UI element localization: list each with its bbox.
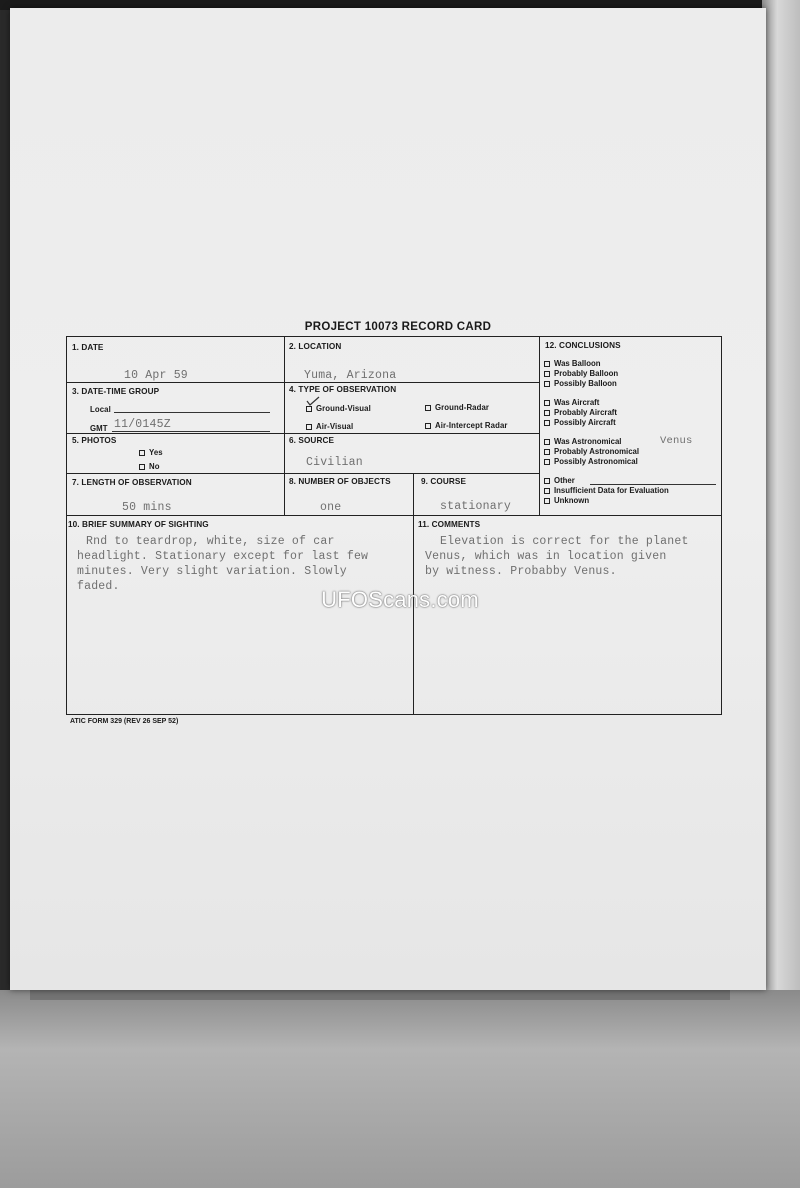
summary-line: minutes. Very slight variation. Slowly bbox=[77, 565, 347, 578]
conclusion-item: Was Astronomical bbox=[544, 437, 621, 446]
summary-label: 10. BRIEF SUMMARY OF SIGHTING bbox=[68, 520, 209, 529]
date-value: 10 Apr 59 bbox=[124, 369, 188, 382]
divider bbox=[66, 433, 540, 434]
checkbox-icon bbox=[544, 361, 550, 367]
conclusion-item: Was Balloon bbox=[544, 359, 601, 368]
length-label: 7. LENGTH OF OBSERVATION bbox=[72, 478, 192, 487]
summary-line: faded. bbox=[77, 580, 120, 593]
conclusion-item: Possibly Astronomical bbox=[544, 457, 638, 466]
conclusion-item: Probably Astronomical bbox=[544, 447, 639, 456]
location-label: 2. LOCATION bbox=[289, 342, 342, 351]
conclusion-item: Was Aircraft bbox=[544, 398, 599, 407]
divider bbox=[66, 473, 540, 474]
divider bbox=[66, 515, 722, 516]
conclusion-item: Possibly Balloon bbox=[544, 379, 617, 388]
watermark: UFOScans.com bbox=[321, 587, 479, 612]
option-air-visual: Air-Visual bbox=[306, 422, 353, 431]
checkbox-icon bbox=[544, 488, 550, 494]
form-id: ATIC FORM 329 (REV 26 SEP 52) bbox=[70, 718, 179, 725]
option-ground-visual: Ground-Visual bbox=[306, 404, 371, 413]
objects-value: one bbox=[320, 501, 342, 514]
gmt-label: GMT bbox=[90, 424, 108, 433]
option-air-intercept-radar: Air-Intercept Radar bbox=[425, 421, 508, 430]
checkbox-icon bbox=[544, 410, 550, 416]
checkbox-icon bbox=[544, 498, 550, 504]
source-label: 6. SOURCE bbox=[289, 436, 335, 445]
comments-line: Elevation is correct for the planet bbox=[440, 535, 689, 548]
length-value: 50 mins bbox=[122, 501, 172, 514]
local-line bbox=[114, 412, 270, 413]
astro-note: Venus bbox=[660, 435, 693, 447]
conclusion-item: Probably Balloon bbox=[544, 369, 618, 378]
date-label: 1. DATE bbox=[72, 343, 104, 352]
divider bbox=[539, 337, 540, 515]
location-value: Yuma, Arizona bbox=[304, 369, 397, 382]
objects-label: 8. NUMBER OF OBJECTS bbox=[289, 477, 391, 486]
conclusion-item: Probably Aircraft bbox=[544, 408, 617, 417]
conclusion-item: Unknown bbox=[544, 496, 589, 505]
checkbox-icon bbox=[544, 439, 550, 445]
option-ground-radar: Ground-Radar bbox=[425, 403, 489, 412]
observation-type-label: 4. TYPE OF OBSERVATION bbox=[289, 385, 397, 394]
checkbox-icon bbox=[544, 449, 550, 455]
datetime-label: 3. DATE-TIME GROUP bbox=[72, 387, 160, 396]
checkbox-icon bbox=[306, 406, 312, 412]
checkbox-icon bbox=[425, 423, 431, 429]
divider bbox=[284, 337, 285, 515]
course-value: stationary bbox=[440, 500, 512, 513]
checkbox-icon bbox=[544, 420, 550, 426]
photos-no: No bbox=[139, 462, 160, 471]
checkbox-icon bbox=[544, 478, 550, 484]
comments-line: Venus, which was in location given bbox=[425, 550, 667, 563]
checkbox-icon bbox=[425, 405, 431, 411]
checkbox-icon bbox=[139, 464, 145, 470]
gmt-line bbox=[112, 431, 270, 432]
conclusions-label: 12. CONCLUSIONS bbox=[545, 341, 621, 350]
photos-label: 5. PHOTOS bbox=[72, 436, 117, 445]
checkbox-icon bbox=[544, 400, 550, 406]
source-value: Civilian bbox=[306, 456, 363, 469]
comments-line: by witness. Probabby Venus. bbox=[425, 565, 617, 578]
summary-line: Rnd to teardrop, white, size of car bbox=[86, 535, 335, 548]
local-label: Local bbox=[90, 405, 111, 414]
checkbox-icon bbox=[306, 424, 312, 430]
checkmark-icon bbox=[306, 396, 320, 406]
checkbox-icon bbox=[544, 459, 550, 465]
checkbox-icon bbox=[139, 450, 145, 456]
scan-right-edge bbox=[762, 0, 800, 1000]
gmt-value: 11/0145Z bbox=[114, 418, 171, 431]
checkbox-icon bbox=[544, 371, 550, 377]
card-title: PROJECT 10073 RECORD CARD bbox=[304, 321, 492, 333]
divider bbox=[66, 382, 540, 383]
other-line bbox=[590, 484, 716, 485]
photos-yes: Yes bbox=[139, 448, 163, 457]
conclusion-item: Other bbox=[544, 476, 575, 485]
course-label: 9. COURSE bbox=[421, 477, 467, 486]
checkbox-icon bbox=[544, 381, 550, 387]
summary-line: headlight. Stationary except for last few bbox=[77, 550, 369, 563]
scan-background bbox=[0, 990, 800, 1188]
comments-label: 11. COMMENTS bbox=[418, 520, 481, 529]
conclusion-item: Possibly Aircraft bbox=[544, 418, 616, 427]
conclusion-item: Insufficient Data for Evaluation bbox=[544, 486, 669, 495]
